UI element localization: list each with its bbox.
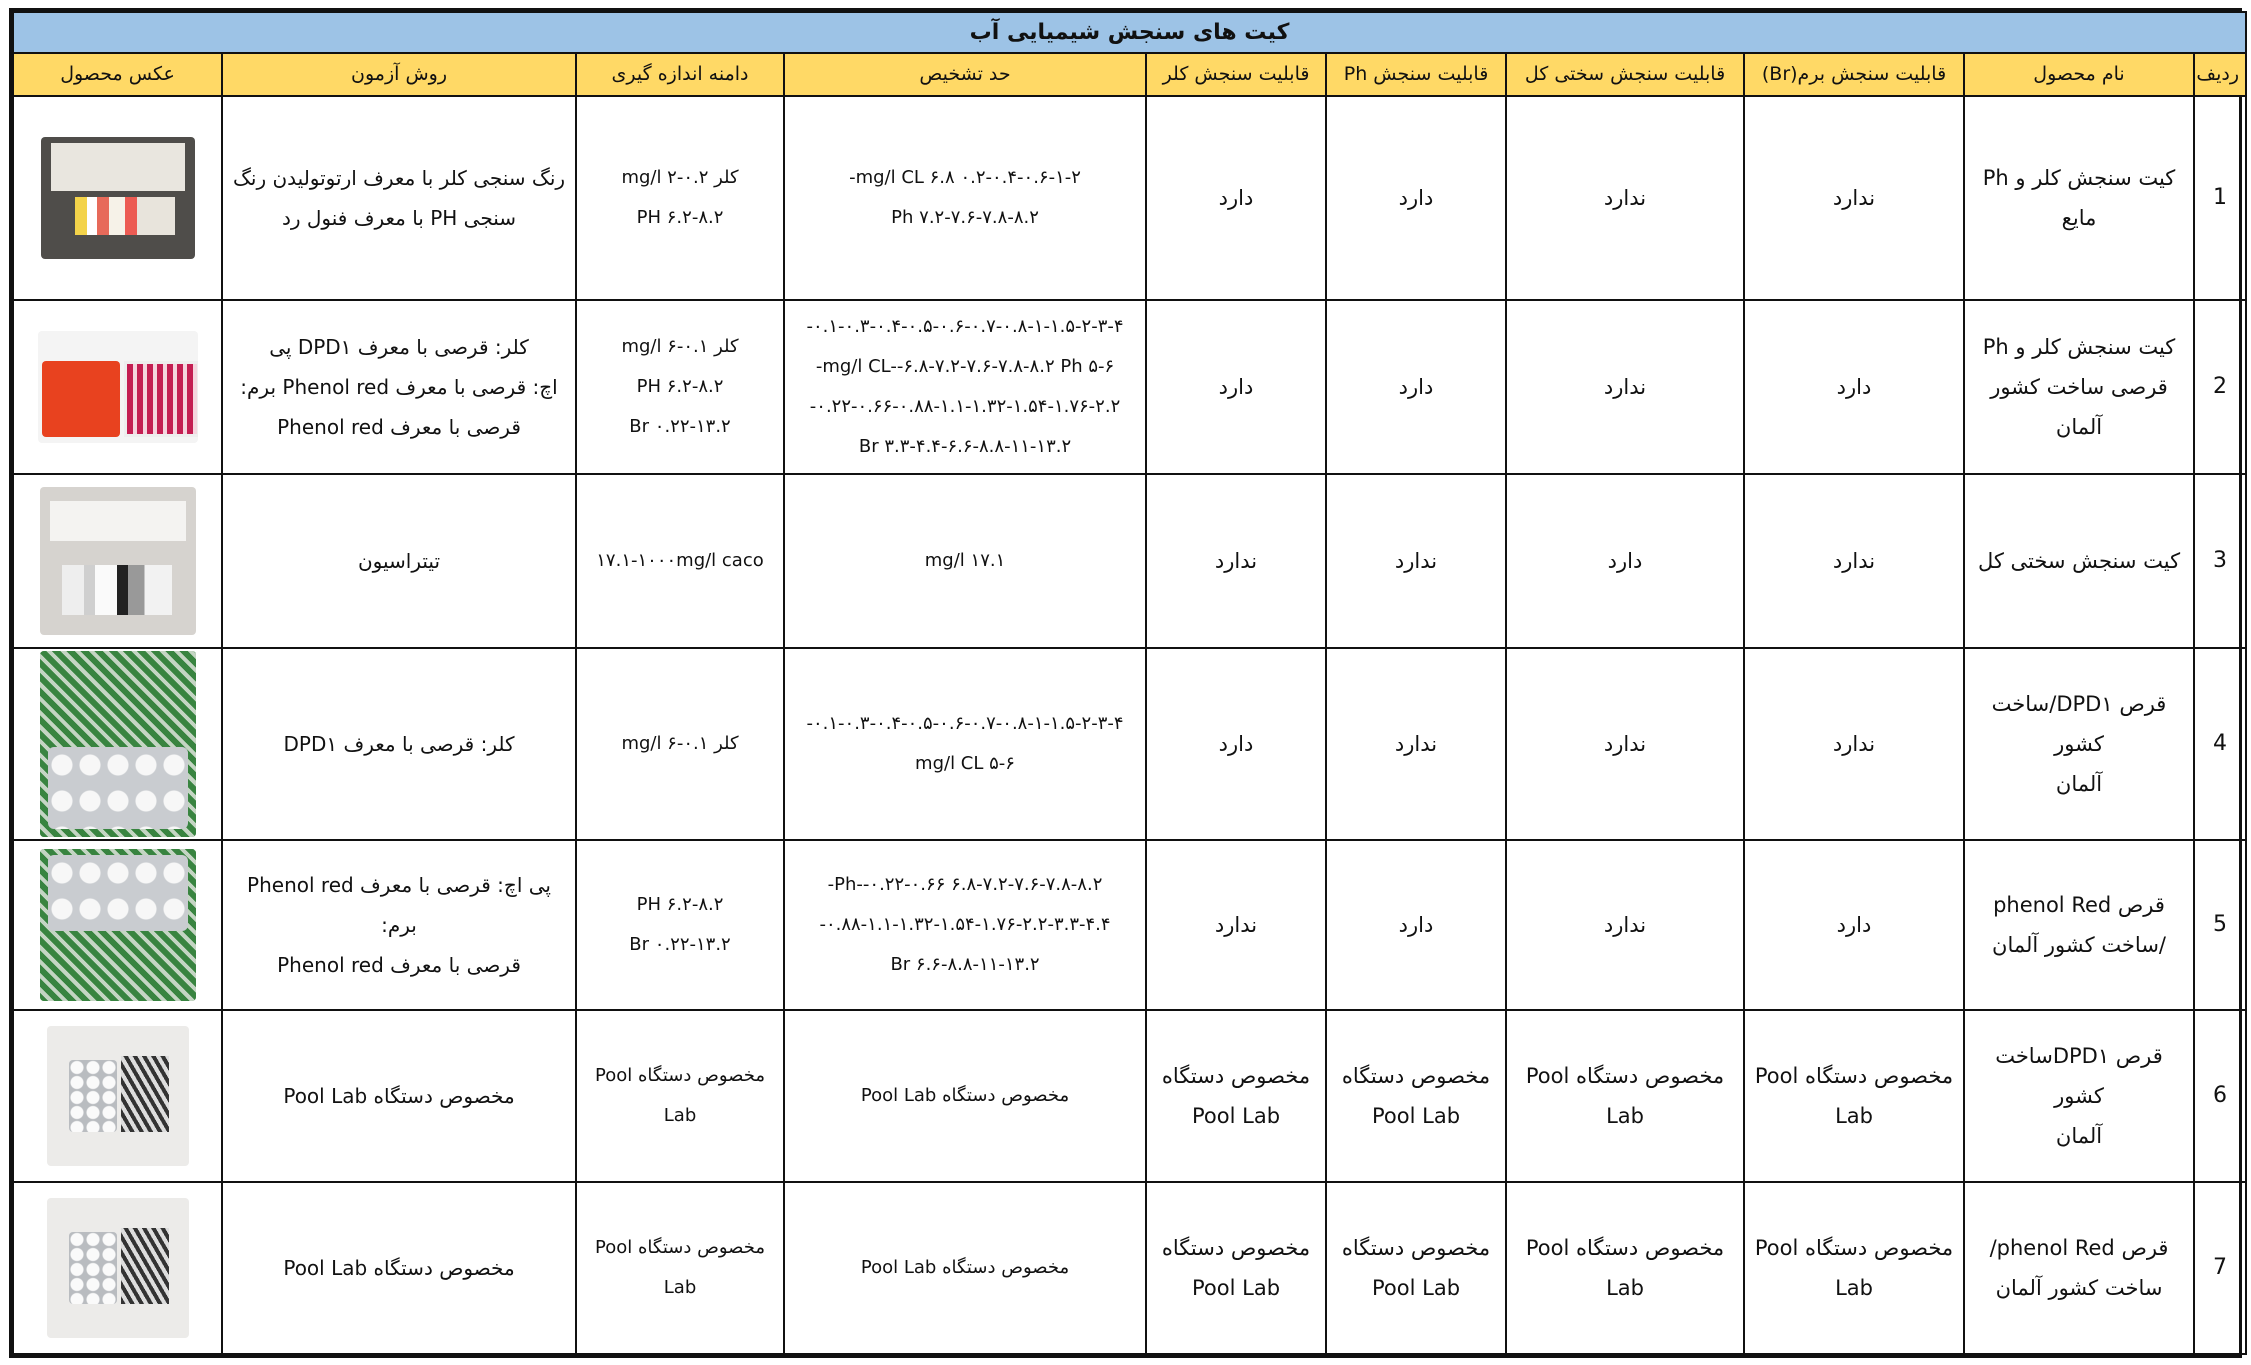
measuring-range-cell-line: کلر mg/l ۲-۰.۲ bbox=[621, 167, 739, 189]
red-case-photo bbox=[38, 331, 198, 443]
header-product-name: نام محصول bbox=[1964, 53, 2194, 96]
chlorine-cell-line: ندارد bbox=[1214, 549, 1258, 574]
product-name-cell bbox=[1964, 840, 2194, 1010]
ph-cell bbox=[1326, 96, 1506, 301]
bromine-cell bbox=[1744, 1010, 1964, 1182]
pool-lab-dpd1-photo bbox=[47, 1026, 189, 1166]
total-hardness-cell bbox=[1506, 840, 1744, 1010]
product-photo-cell bbox=[13, 96, 222, 301]
product-photo-cell bbox=[13, 1010, 222, 1182]
bromine-cell-line: ندارد bbox=[1832, 549, 1876, 574]
product-name-cell-line: قرص phenol Red/ bbox=[1989, 1236, 2169, 1261]
detection-limit-cell-line: ۰.۲-۰.۴-۰.۶-۱-۲ mg/l CL ۶.۸- bbox=[849, 167, 1081, 189]
row-number-cell: 1 bbox=[2194, 96, 2246, 301]
measuring-range-cell-line: ۱۷.۱-۱۰۰۰mg/l caco bbox=[596, 550, 764, 572]
detection-limit-cell-line: ۷.۲-۷.۶-۷.۸-۸.۲ Ph bbox=[891, 207, 1039, 229]
test-method-cell-line: مخصوص دستگاه Pool Lab bbox=[283, 1256, 515, 1281]
product-name-cell-line: قرصی ساخت کشور آلمان bbox=[1990, 375, 2168, 440]
measuring-range-cell bbox=[576, 1010, 784, 1182]
measuring-range-cell-line: ۰.۲۲-۱۳.۲ Br bbox=[629, 416, 731, 438]
detection-limit-cell bbox=[784, 840, 1146, 1010]
header-chlorine: قابلیت سنجش کلر bbox=[1146, 53, 1326, 96]
row-number-cell: 4 bbox=[2194, 648, 2246, 840]
product-name-cell bbox=[1964, 474, 2194, 648]
total-hardness-cell-line: دارد bbox=[1607, 549, 1643, 574]
ph-cell-line: ندارد bbox=[1394, 549, 1438, 574]
ph-cell-line: دارد bbox=[1398, 375, 1434, 400]
ph-cell-line: ندارد bbox=[1394, 732, 1438, 757]
product-name-cell-line: قرص DPD۱/ساخت کشور bbox=[1991, 692, 2167, 757]
bromine-cell-line: دارد bbox=[1836, 913, 1872, 938]
detection-limit-cell-line: ۰.۱-۰.۳-۰.۴-۰.۵-۰.۶-۰.۷-۰.۸-۱-۱.۵-۲-۳-۴- bbox=[806, 713, 1124, 735]
test-method-cell-line: اچ: قرصی با معرف Phenol red برم: bbox=[240, 375, 558, 400]
measuring-range-cell-line: ۰.۲۲-۱۳.۲ Br bbox=[629, 934, 731, 956]
test-method-cell-line: پی اچ: قرصی با معرف Phenol red برم: bbox=[247, 873, 551, 938]
detection-limit-cell bbox=[784, 474, 1146, 648]
total-hardness-cell bbox=[1506, 648, 1744, 840]
total-hardness-cell bbox=[1506, 1010, 1744, 1182]
table-body bbox=[13, 96, 2246, 1354]
chlorine-cell bbox=[1146, 840, 1326, 1010]
detection-limit-cell bbox=[784, 1010, 1146, 1182]
chlorine-cell-line: دارد bbox=[1218, 375, 1254, 400]
detection-limit-cell-line: ۳.۳-۴.۴-۶.۶-۸.۸-۱۱-۱۳.۲ Br bbox=[858, 436, 1072, 458]
detection-limit-cell bbox=[784, 96, 1146, 301]
bromine-cell-line: Lab bbox=[1835, 1104, 1873, 1129]
product-name-cell-line: کیت سنجش کلر و Ph مایع bbox=[1982, 166, 2176, 231]
measuring-range-cell bbox=[576, 96, 784, 301]
chlorine-cell bbox=[1146, 474, 1326, 648]
test-method-cell bbox=[222, 1010, 576, 1182]
chlorine-cell bbox=[1146, 1182, 1326, 1354]
chlorine-cell bbox=[1146, 96, 1326, 301]
header-bromine: قابلیت سنجش برم(Br) bbox=[1744, 53, 1964, 96]
total-hardness-cell-line: ندارد bbox=[1603, 913, 1647, 938]
header-row-number: ردیف bbox=[2194, 53, 2246, 96]
product-name-cell bbox=[1964, 300, 2194, 474]
hardness-kit-photo bbox=[40, 487, 196, 635]
ph-cell bbox=[1326, 1010, 1506, 1182]
measuring-range-cell-line: ۶.۲-۸.۲ PH bbox=[636, 376, 724, 398]
chlorine-cell bbox=[1146, 300, 1326, 474]
bromine-cell bbox=[1744, 300, 1964, 474]
measuring-range-cell bbox=[576, 300, 784, 474]
header-ph: قابلیت سنجش Ph bbox=[1326, 53, 1506, 96]
header-measuring-range: دامنه اندازه گیری bbox=[576, 53, 784, 96]
test-method-cell bbox=[222, 1182, 576, 1354]
chlorine-cell-line: مخصوص دستگاه bbox=[1161, 1064, 1311, 1089]
detection-limit-cell-line: ۵-۶ mg/l CL--۶.۸-۷.۲-۷.۶-۷.۸-۸.۲ Ph- bbox=[815, 356, 1115, 378]
measuring-range-cell-line: کلر mg/l ۶-۰.۱ bbox=[621, 336, 739, 358]
test-method-cell-line: قرصی با معرف Phenol red bbox=[277, 415, 521, 440]
product-name-cell-line: کیت سنجش سختی کل bbox=[1977, 549, 2181, 574]
total-hardness-cell bbox=[1506, 300, 1744, 474]
ph-cell bbox=[1326, 474, 1506, 648]
chlorine-cell-line: Pool Lab bbox=[1192, 1104, 1281, 1129]
row-number-cell: 7 bbox=[2194, 1182, 2246, 1354]
detection-limit-cell bbox=[784, 1182, 1146, 1354]
table-title: کیت های سنجش شیمیایی آب bbox=[13, 12, 2246, 53]
product-name-cell-line: ساخت کشور آلمان bbox=[1995, 1276, 2163, 1301]
product-name-cell-line: آلمان bbox=[2055, 1124, 2103, 1149]
detection-limit-cell-line: مخصوص دستگاه Pool Lab bbox=[860, 1257, 1070, 1279]
total-hardness-cell bbox=[1506, 96, 1744, 301]
detection-limit-cell-line: ۰.۲۲-۰.۶۶-۰.۸۸-۱.۱-۱.۳۲-۱.۵۴-۱.۷۶-۲.۲- bbox=[809, 396, 1121, 418]
test-method-cell bbox=[222, 648, 576, 840]
water-test-kits-sheet bbox=[9, 8, 2242, 1358]
product-name-cell-line: /ساخت کشور آلمان bbox=[1992, 933, 2166, 958]
measuring-range-cell bbox=[576, 648, 784, 840]
test-method-cell bbox=[222, 300, 576, 474]
product-name-cell bbox=[1964, 1182, 2194, 1354]
pool-lab-phenol-red-photo bbox=[47, 1198, 189, 1338]
kit-box-photo bbox=[41, 137, 195, 259]
measuring-range-cell-line: Lab bbox=[663, 1105, 697, 1127]
total-hardness-cell bbox=[1506, 1182, 1744, 1354]
ph-cell-line: Pool Lab bbox=[1372, 1276, 1461, 1301]
chlorine-cell-line: دارد bbox=[1218, 732, 1254, 757]
bromine-cell bbox=[1744, 96, 1964, 301]
table-row bbox=[13, 1182, 2246, 1354]
table-row bbox=[13, 1010, 2246, 1182]
bromine-cell-line: Lab bbox=[1835, 1276, 1873, 1301]
product-name-cell-line: قرص phenol Red bbox=[1993, 893, 2165, 918]
ph-cell-line: Pool Lab bbox=[1372, 1104, 1461, 1129]
detection-limit-cell-line: ۵-۶ mg/l CL bbox=[915, 753, 1015, 775]
measuring-range-cell bbox=[576, 1182, 784, 1354]
detection-limit-cell bbox=[784, 648, 1146, 840]
measuring-range-cell-line: ۶.۲-۸.۲ PH bbox=[636, 894, 724, 916]
test-method-cell bbox=[222, 474, 576, 648]
ph-cell bbox=[1326, 648, 1506, 840]
total-hardness-cell-line: ندارد bbox=[1603, 375, 1647, 400]
header-total-hardness: قابلیت سنجش سختی کل bbox=[1506, 53, 1744, 96]
product-photo-cell bbox=[13, 648, 222, 840]
ph-cell bbox=[1326, 840, 1506, 1010]
total-hardness-cell-line: ندارد bbox=[1603, 732, 1647, 757]
header-test-method: روش آزمون bbox=[222, 53, 576, 96]
total-hardness-cell bbox=[1506, 474, 1744, 648]
bromine-cell bbox=[1744, 474, 1964, 648]
row-number-cell: 5 bbox=[2194, 840, 2246, 1010]
detection-limit-cell-line: ۶.۸-۷.۲-۷.۶-۷.۸-۸.۲ Ph--۰.۲۲-۰.۶۶- bbox=[827, 874, 1103, 896]
chlorine-cell-line: Pool Lab bbox=[1192, 1276, 1281, 1301]
total-hardness-cell-line: مخصوص دستگاه Pool bbox=[1525, 1064, 1725, 1089]
table-row bbox=[13, 648, 2246, 840]
detection-limit-cell bbox=[784, 300, 1146, 474]
product-name-cell-line: کیت سنجش کلر و Ph bbox=[1982, 335, 2176, 360]
test-method-cell-line: کلر: قرصی با معرف DPD۱ bbox=[283, 732, 515, 757]
test-method-cell-line: رنگ سنجی کلر با معرف ارتوتولیدن رنگ bbox=[232, 166, 566, 191]
product-photo-cell bbox=[13, 840, 222, 1010]
bromine-cell bbox=[1744, 840, 1964, 1010]
table-row bbox=[13, 474, 2246, 648]
total-hardness-cell-line: Lab bbox=[1606, 1276, 1644, 1301]
test-method-cell bbox=[222, 840, 576, 1010]
detection-limit-cell-line: ۱۷.۱ mg/l bbox=[924, 550, 1006, 572]
header-detection-limit: حد تشخیص bbox=[784, 53, 1146, 96]
product-name-cell-line: آلمان bbox=[2055, 772, 2103, 797]
chlorine-cell-line: دارد bbox=[1218, 186, 1254, 211]
product-name-cell bbox=[1964, 1010, 2194, 1182]
detection-limit-cell-line: ۰.۸۸-۱.۱-۱.۳۲-۱.۵۴-۱.۷۶-۲.۲-۳.۳-۴.۴- bbox=[819, 914, 1111, 936]
ph-cell bbox=[1326, 1182, 1506, 1354]
dpd1-tablets-photo bbox=[40, 651, 196, 837]
chlorine-cell bbox=[1146, 1010, 1326, 1182]
product-photo-cell bbox=[13, 1182, 222, 1354]
test-method-cell bbox=[222, 96, 576, 301]
test-method-cell-line: مخصوص دستگاه Pool Lab bbox=[283, 1084, 515, 1109]
ph-cell bbox=[1326, 300, 1506, 474]
product-photo-cell bbox=[13, 300, 222, 474]
phenol-red-tablets-photo bbox=[40, 849, 196, 1001]
measuring-range-cell bbox=[576, 474, 784, 648]
bromine-cell bbox=[1744, 1182, 1964, 1354]
chlorine-cell bbox=[1146, 648, 1326, 840]
row-number-cell: 6 bbox=[2194, 1010, 2246, 1182]
test-method-cell-line: کلر: قرصی با معرف DPD۱ پی bbox=[269, 335, 529, 360]
table-row bbox=[13, 840, 2246, 1010]
row-number-cell: 3 bbox=[2194, 474, 2246, 648]
test-method-cell-line: سنجی PH با معرف فنول رد bbox=[281, 206, 517, 231]
bromine-cell-line: مخصوص دستگاه Pool bbox=[1754, 1064, 1954, 1089]
ph-cell-line: دارد bbox=[1398, 913, 1434, 938]
header-product-photo: عکس محصول bbox=[13, 53, 222, 96]
bromine-cell-line: مخصوص دستگاه Pool bbox=[1754, 1236, 1954, 1261]
detection-limit-cell-line: ۶.۶-۸.۸-۱۱-۱۳.۲ Br bbox=[890, 954, 1040, 976]
measuring-range-cell-line: مخصوص دستگاه Pool bbox=[595, 1065, 766, 1087]
row-number-cell: 2 bbox=[2194, 300, 2246, 474]
measuring-range-cell bbox=[576, 840, 784, 1010]
product-name-cell-line: قرص DPD۱ساخت کشور bbox=[1995, 1044, 2163, 1109]
ph-cell-line: دارد bbox=[1398, 186, 1434, 211]
total-hardness-cell-line: Lab bbox=[1606, 1104, 1644, 1129]
ph-cell-line: مخصوص دستگاه bbox=[1341, 1236, 1491, 1261]
table-row bbox=[13, 96, 2246, 301]
bromine-cell-line: دارد bbox=[1836, 375, 1872, 400]
measuring-range-cell-line: کلر mg/l ۶-۰.۱ bbox=[621, 733, 739, 755]
total-hardness-cell-line: ندارد bbox=[1603, 186, 1647, 211]
ph-cell-line: مخصوص دستگاه bbox=[1341, 1064, 1491, 1089]
kits-table bbox=[12, 11, 2247, 1355]
measuring-range-cell-line: ۶.۲-۸.۲ PH bbox=[636, 207, 724, 229]
measuring-range-cell-line: Lab bbox=[663, 1277, 697, 1299]
total-hardness-cell-line: مخصوص دستگاه Pool bbox=[1525, 1236, 1725, 1261]
measuring-range-cell-line: مخصوص دستگاه Pool bbox=[595, 1237, 766, 1259]
detection-limit-cell-line: ۰.۱-۰.۳-۰.۴-۰.۵-۰.۶-۰.۷-۰.۸-۱-۱.۵-۲-۳-۴- bbox=[806, 316, 1124, 338]
test-method-cell-line: قرصی با معرف Phenol red bbox=[277, 953, 521, 978]
table-row bbox=[13, 300, 2246, 474]
product-photo-cell bbox=[13, 474, 222, 648]
chlorine-cell-line: مخصوص دستگاه bbox=[1161, 1236, 1311, 1261]
chlorine-cell-line: ندارد bbox=[1214, 913, 1258, 938]
product-name-cell bbox=[1964, 96, 2194, 301]
product-name-cell bbox=[1964, 648, 2194, 840]
test-method-cell-line: تیتراسیون bbox=[357, 549, 441, 574]
bromine-cell bbox=[1744, 648, 1964, 840]
detection-limit-cell-line: مخصوص دستگاه Pool Lab bbox=[860, 1085, 1070, 1107]
bromine-cell-line: ندارد bbox=[1832, 186, 1876, 211]
bromine-cell-line: ندارد bbox=[1832, 732, 1876, 757]
